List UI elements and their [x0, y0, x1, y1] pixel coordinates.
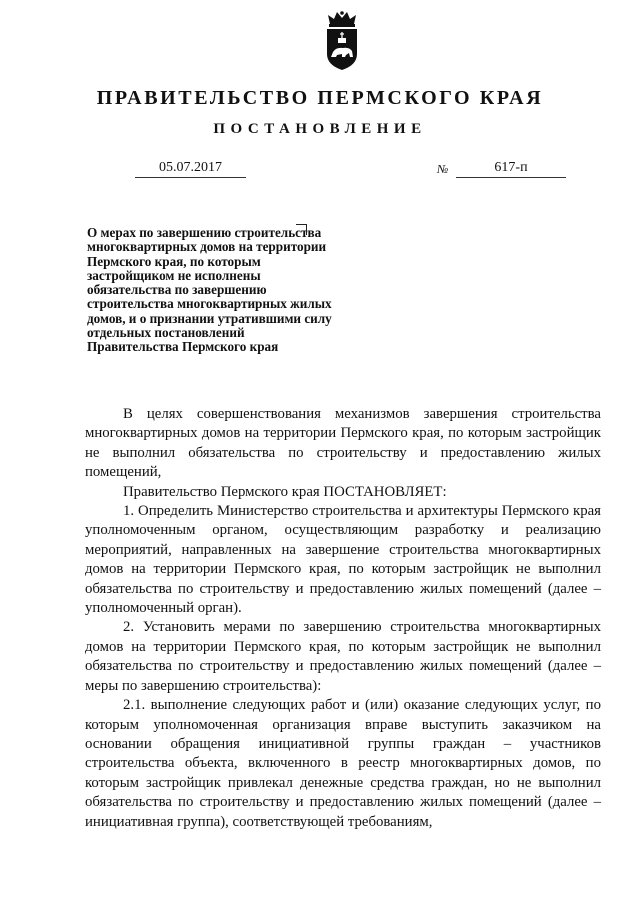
paragraph: Правительство Пермского края ПОСТАНОВЛЯЕТ: [123, 483, 447, 500]
document-number: 617-п [494, 160, 528, 175]
paragraph: В целях совершенствования механизмов завершения строительства многоквартирных домов на территории Пермского края, по которым застройщик не выполнил обязательства по строительству и предоставлению жилых помещений, [85, 406, 601, 481]
document-body [85, 405, 601, 832]
document-date: 05.07.2017 [159, 160, 222, 175]
government-name: ПРАВИТЕЛЬСТВО ПЕРМСКОГО КРАЯ [96, 87, 544, 109]
document-type: ПОСТАНОВЛЕНИЕ [213, 121, 427, 137]
number-underline [456, 177, 566, 178]
coat-of-arms-icon [321, 10, 363, 72]
document-title: О мерах по завершению строительства многоквартирных домов на территории Пермского края, по которым застройщиком не исполнены обязательства по завершению строительства многоквартирных жилых домов, и о признании утратившими силу отдельных постановлений Правительства Пермского края [87, 225, 332, 355]
date-underline [135, 177, 246, 178]
number-sign: № [437, 162, 449, 176]
paragraph: 1. Определить Министерство строительства и архитектуры Пермского края уполномоченным органом, осуществляющим разработку и реализацию мероприятий, направленных на завершение строительства многоквартирных домов на территории Пермского края, по которым застройщик не выполнил обязательства по строительству и предоставлению жилых помещений (далее – уполномоченный орган). [85, 503, 601, 617]
paragraph: 2. Установить мерами по завершению строительства многоквартирных домов на территории Пермского края, по которым застройщик не выполнил обязательства по строительству и предоставлению жилых помещений (далее – меры по завершению строительства): [85, 619, 601, 694]
paragraph: 2.1. выполнение следующих работ и (или) оказание следующих услуг, по которым уполномоченная организация вправе выступить заказчиком на основании обращения инициативной группы граждан – участников строительства объекта, включенного в реестр многоквартирных домов, по которым застройщик привлекал денежные средства граждан, но не выполнил обязательства по строительству и предоставлению жилых помещений (далее – инициативная группа), соответствующей требованиям, [85, 697, 601, 830]
